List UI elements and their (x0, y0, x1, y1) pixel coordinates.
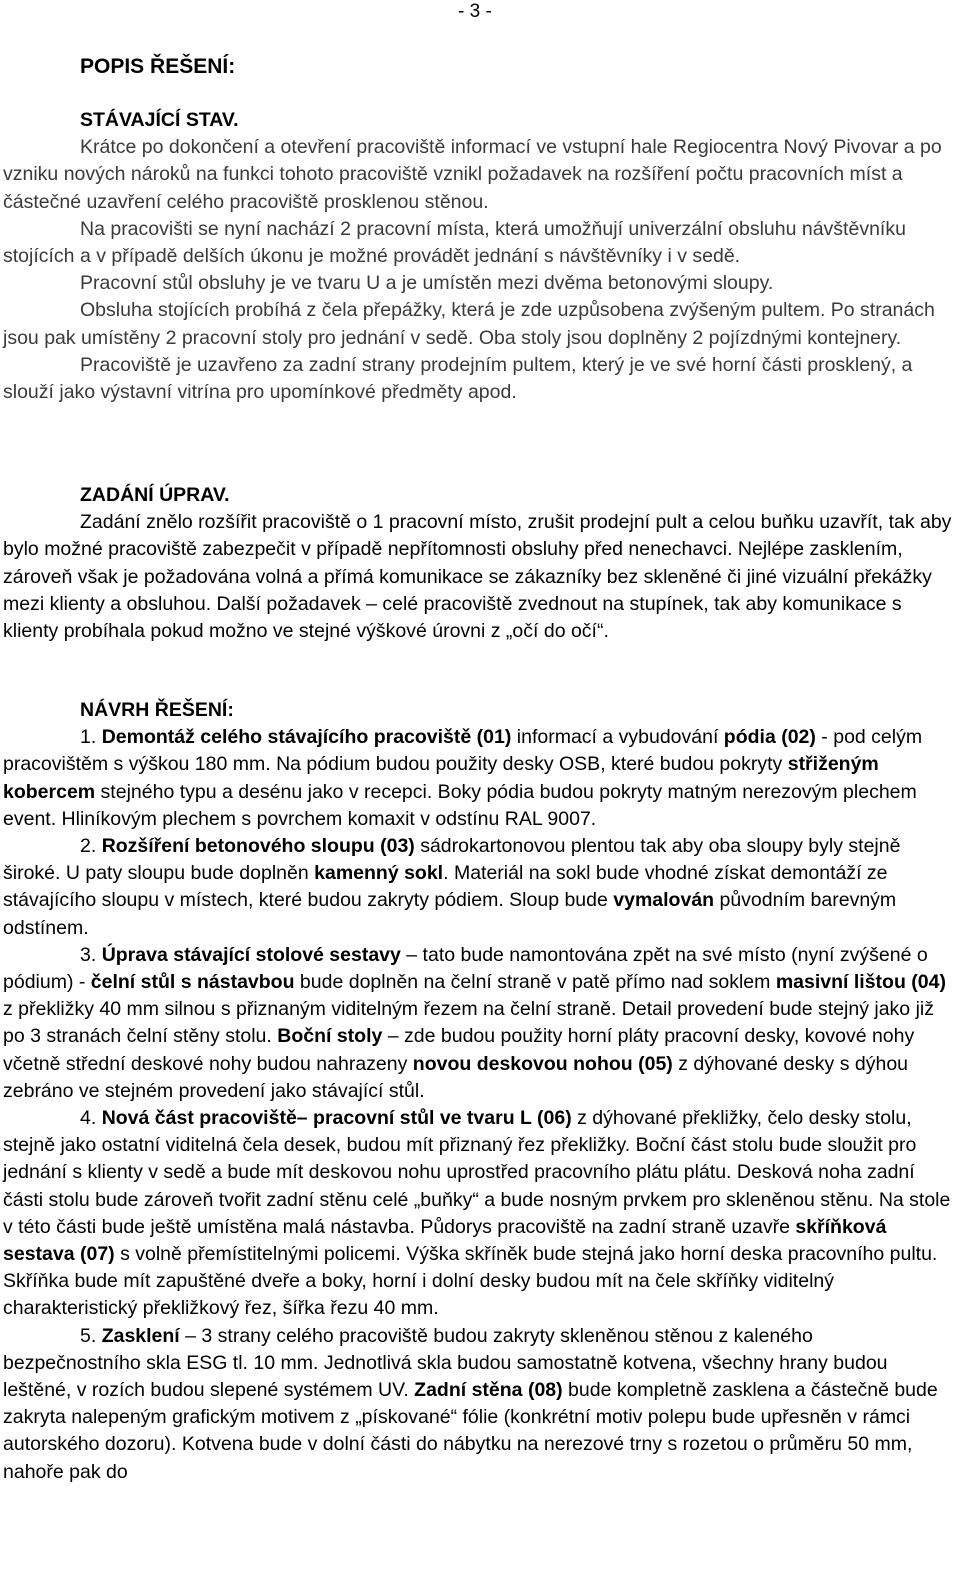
text: z dýhované překližky, čelo desky stolu, stejně jako ostatní viditelná čela desek, budou mít přiznaný řez překližky. Boční část stolu bude sloužit pro jednání s klienty v sedě a bude mít deskovou nohu uprostřed pracovního plátu plátu. Desková noha zadní části stolu bude zároveň tvořit zadní stěnu celé „buňky“ a bude nosným prvkem pro skleněnou stěnu. Na stole v této části bude ještě umístěna malá nástavba. Půdorys pracoviště na zadní straně uzavře (3, 1107, 951, 1238)
paragraph: Obsluha stojících probíhá z čela přepážky, která je zde uzpůsobena zvýšeným pultem. Po stranách jsou pak umístěny 2 pracovní stoly pro jednání v sedě. Oba stoly jsou doplněny 2 pojízdnými kontejnery. (3, 299, 935, 349)
item-number: 5. (80, 1324, 97, 1347)
bold-text: kamenný sokl (314, 862, 444, 885)
bold-text: Boční stoly (277, 1025, 383, 1048)
paragraph: Pracovní stůl obsluhy je ve tvaru U a je umístěn mezi dvěma betonovými sloupy. (80, 272, 774, 295)
bold-text: Nová část pracoviště– pracovní stůl ve tvaru L (06) (101, 1107, 572, 1130)
item-number: 4. (80, 1107, 97, 1130)
bold-text: pódia (02) (723, 726, 816, 749)
bold-text: vymalován (613, 889, 715, 912)
paragraph: Zadání znělo rozšířit pracoviště o 1 pracovní místo, zrušit prodejní pult a celou buňku uzavřít, tak aby bylo možné pracoviště zabezpečit v případě nepřítomnosti obsluhy před nenechavci. Nejlépe zasklením, zároveň však je požadována volná a přímá komunikace se zákazníky bez skleněné či jiné vizuální překážky mezi klienty a obsluhou. Další požadavek – celé pracoviště zvednout na stupínek, tak aby komunikace s klienty probíhala pokud možno ve stejné výškové úrovni z „očí do očí“. (3, 511, 952, 643)
text: s volně přemístitelnými policemi. Výška skříněk bude stejná jako horní deska pracovního pultu. Skříňka bude mít zapuštěné dveře a boky, horní i dolní desky budou mít na čele skříňky viditelný charakteristický překližkový řez, šířka řezu 40 mm. (3, 1243, 938, 1320)
section-current-state (3, 107, 955, 406)
bold-text: Demontáž celého stávajícího pracoviště (01) (101, 726, 512, 749)
item-number: 2. (80, 835, 97, 858)
text: sádrokartonovou plentou tak aby oba sloupy byly stejně široké. U paty sloupu bude doplněn (3, 835, 901, 885)
text: . Materiál na sokl bude vhodné získat demontáží ze stávajícího sloupu v místech, které budou zakryty pódiem. Sloup bude (3, 862, 888, 912)
bold-text: střiženým kobercem (3, 753, 879, 803)
section-heading-assignment: ZADÁNÍ ÚPRAV. (80, 484, 230, 506)
bold-text: Zadní stěna (08) (414, 1379, 563, 1402)
bold-text: masivní lištou (04) (775, 971, 946, 994)
bold-text: Rozšíření betonového sloupu (03) (101, 835, 415, 858)
text: informací a vybudování (511, 726, 724, 749)
bold-text: Úprava stávající stolové sestavy (101, 943, 401, 966)
section-heading-proposal: NÁVRH ŘEŠENÍ: (80, 699, 234, 721)
proposal-item-2 (3, 833, 955, 942)
text: stejného typu a desénu jako v recepci. Boky pódia budou pokryty matným nerezovým plechem event. Hliníkovým plechem s povrchem komaxit v odstínu RAL 9007. (3, 780, 917, 830)
text: - pod celým pracovištěm s výškou 180 mm. Na pódium budou použity desky OSB, které budou pokryty (3, 726, 923, 776)
text: – 3 strany celého pracoviště budou zakryty skleněnou stěnou z kaleného bezpečnostního skla ESG tl. 10 mm. Jednotlivá skla budou samostatně kotvena, všechny hrany budou leštěné, v rozích budou slepené systémem UV. (3, 1324, 888, 1402)
section-proposal (3, 697, 955, 1486)
text: – zde budou použity horní pláty pracovní desky, kovové nohy včetně střední deskové nohy budou nahrazeny (3, 1025, 915, 1075)
text: z překližky 40 mm silnou s přiznaným viditelným řezem na čelní straně. Detail provedení bude stejný jako již po 3 stranách čelní stěny stolu. (3, 998, 934, 1048)
bold-text: čelní stůl s nástavbou (90, 971, 295, 994)
section-heading-current-state: STÁVAJÍCÍ STAV. (80, 109, 239, 131)
bold-text: Zasklení (101, 1324, 180, 1347)
paragraph: Pracoviště je uzavřeno za zadní strany prodejním pultem, který je ve své horní části prosklený, a slouží jako výstavní vitrína pro upomínkové předměty apod. (3, 353, 913, 404)
proposal-item-3 (3, 942, 955, 1105)
text: bude doplněn na čelní straně v patě přímo nad soklem (294, 971, 776, 994)
section-assignment (3, 482, 955, 645)
text: bude kompletně zasklena a částečně bude zakryta nalepeným grafickým motivem z „pískované“ fólie (konkrétní motiv polepu bude upřesněn v rámci autorského dozoru). Kotvena bude v dolní části do nábytku na nerezové trny s rozetou o průměru 50 mm, nahoře pak do (3, 1379, 938, 1483)
item-number: 3. (80, 943, 97, 966)
text: z dýhované desky s dýhou zebráno ve stejném provedení jako stávající stůl. (3, 1052, 909, 1102)
paragraph: Na pracovišti se nyní nachází 2 pracovní místa, která umožňují univerzální obsluhu návštěvníku stojících a v případě delších úkonu je možné provádět jednání s návštěvníky i v sedě. (3, 217, 906, 268)
bold-text: novou deskovou nohou (05) (412, 1052, 673, 1075)
page-number: - 3 - (458, 1, 492, 22)
text: původním barevným odstínem. (3, 889, 897, 939)
bold-text: skříňková sestava (07) (3, 1215, 887, 1266)
text: – tato bude namontována zpět na své místo (nyní zvýšené o pódium) - (3, 943, 928, 994)
proposal-item-1 (3, 724, 955, 833)
main-heading: POPIS ŘEŠENÍ: (80, 55, 236, 78)
proposal-item-5 (3, 1323, 955, 1486)
paragraph: Krátce po dokončení a otevření pracoviště informací ve vstupní hale Regiocentra Nový Pivovar a po vzniku nových nároků na funkci tohoto pracoviště vznikl požadavek na rozšíření počtu pracovních míst a částečné uzavření celého pracoviště prosklenou stěnou. (3, 136, 942, 213)
item-number: 1. (80, 726, 97, 749)
proposal-item-4 (3, 1105, 955, 1323)
